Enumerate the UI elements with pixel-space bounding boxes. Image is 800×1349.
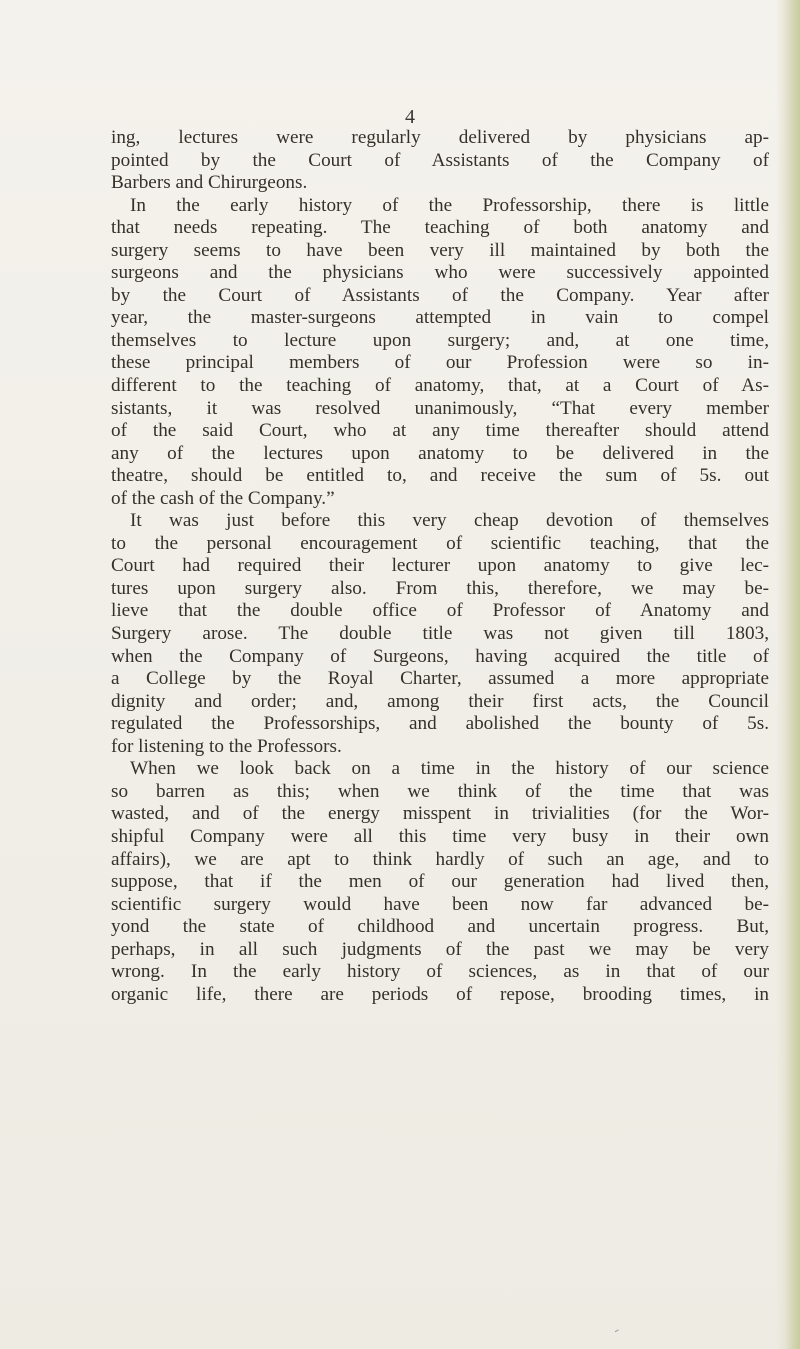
text-line: yond the state of childhood and uncertain progress. But, [111, 916, 769, 938]
text-line: so barren as this; when we think of the time that was [111, 780, 769, 802]
text-line: a College by the Royal Charter, assumed a more appropriate [111, 668, 769, 690]
text-line: pointed by the Court of Assistants of the Company of [111, 149, 769, 171]
body-text [111, 127, 769, 1006]
text-line: In the early history of the Professorship, there is little [130, 194, 769, 216]
text-line: sistants, it was resolved unanimously, “That every member [111, 397, 769, 419]
text-line: theatre, should be entitled to, and receive the sum of 5s. out [111, 465, 769, 487]
text-line: Surgery arose. The double title was not given till 1803, [111, 623, 769, 645]
text-line: When we look back on a time in the history of our science [130, 758, 769, 780]
text-line: Court had required their lecturer upon anatomy to give lec- [111, 555, 769, 577]
text-line: to the personal encouragement of scientific teaching, that the [111, 532, 769, 554]
text-line: lieve that the double office of Professor of Anatomy and [111, 600, 769, 622]
text-line: when the Company of Surgeons, having acquired the title of [111, 645, 769, 667]
text-line: shipful Company were all this time very busy in their own [111, 825, 769, 847]
text-line: affairs), we are apt to think hardly of such an age, and to [111, 848, 769, 870]
text-line: It was just before this very cheap devotion of themselves [130, 510, 769, 532]
text-line: tures upon surgery also. From this, therefore, we may be- [111, 577, 769, 599]
text-line: dignity and order; and, among their first acts, the Council [111, 690, 769, 712]
text-line: regulated the Professorships, and abolished the bounty of 5s. [111, 713, 769, 735]
text-line: any of the lectures upon anatomy to be delivered in the [111, 442, 769, 464]
stray-ink-mark [615, 1329, 621, 1336]
page-edge-shadow [776, 0, 800, 1349]
text-line: themselves to lecture upon surgery; and, at one time, [111, 329, 769, 351]
page-number: 4 [405, 106, 415, 128]
text-line: these principal members of our Profession were so in- [111, 352, 769, 374]
text-line: scientific surgery would have been now far advanced be- [111, 893, 769, 915]
text-line: surgeons and the physicians who were successively appointed [111, 262, 769, 284]
text-line: for listening to the Professors. [111, 735, 342, 757]
text-line: wasted, and of the energy misspent in trivialities (for the Wor- [111, 803, 769, 825]
text-line: that needs repeating. The teaching of both anatomy and [111, 217, 769, 239]
text-line: year, the master-surgeons attempted in vain to compel [111, 307, 769, 329]
text-line: of the cash of the Company.” [111, 487, 335, 509]
text-line: by the Court of Assistants of the Company. Year after [111, 284, 769, 306]
text-line: different to the teaching of anatomy, that, at a Court of As- [111, 375, 769, 397]
text-line: organic life, there are periods of repose, brooding times, in [111, 983, 769, 1005]
text-line: wrong. In the early history of sciences, as in that of our [111, 961, 769, 983]
text-line: of the said Court, who at any time thereafter should attend [111, 420, 769, 442]
text-line: surgery seems to have been very ill maintained by both the [111, 239, 769, 261]
text-line: perhaps, in all such judgments of the past we may be very [111, 938, 769, 960]
text-line: suppose, that if the men of our generation had lived then, [111, 871, 769, 893]
text-line: ing, lectures were regularly delivered by physicians ap- [111, 127, 769, 148]
text-line: Barbers and Chirurgeons. [111, 172, 308, 194]
